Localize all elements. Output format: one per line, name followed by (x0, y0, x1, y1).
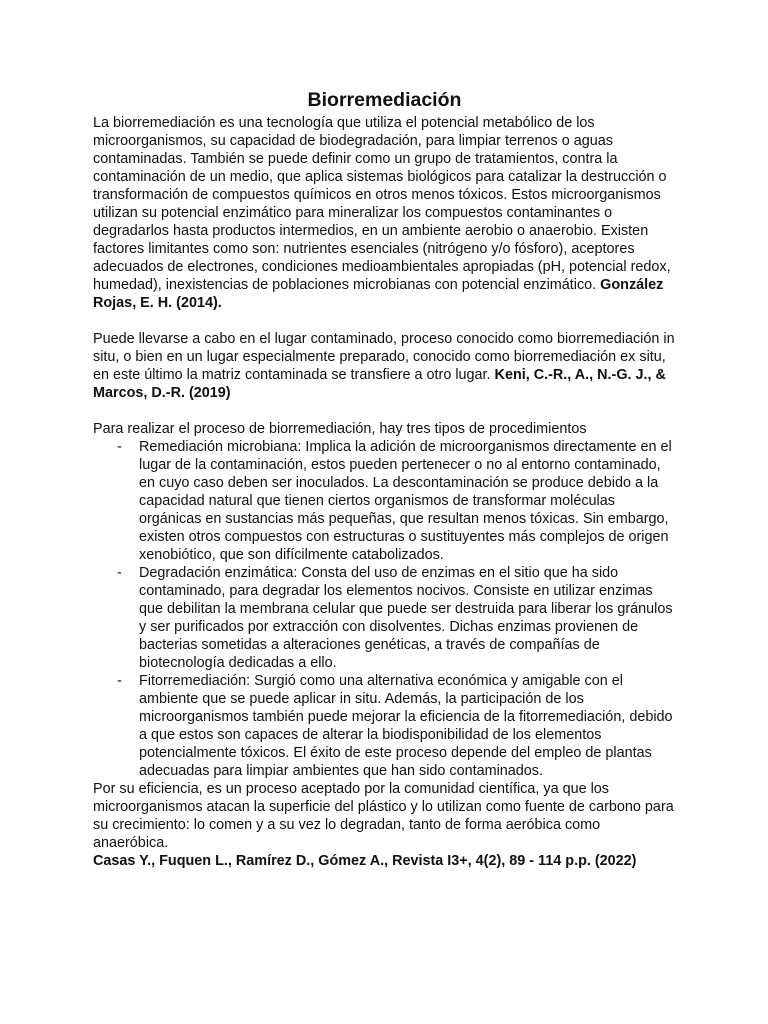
list-item-phytoremediation (93, 672, 676, 780)
list-item-text: Degradación enzimática: Consta del uso de enzimas en el sitio que ha sido contaminado, para degradar los elementos nocivos. Consiste en utilizar enzimas que debilitan la membrana celular que puede ser destruida para liberar los gránulos y ser purificados por extracción con disolventes. Dichas enzimas provienen de bacterias sometidas a alteraciones genéticas, a través de compañías de biotecnología dedicadas a ello. (139, 565, 673, 671)
citation-gonzalez: González Rojas, E. H. (2014). (93, 277, 664, 311)
bullet-marker: - (117, 439, 122, 455)
paragraph-efficiency: Por su eficiencia, es un proceso aceptado por la comunidad científica, ya que los microorganismos atacan la superficie del plástico y lo utilizan como fuente de carbono para su crecimiento: lo comen y a su vez lo degradan, tanto de forma aeróbica como anaeróbica. (93, 781, 674, 851)
document-title: Biorremediación (307, 89, 462, 111)
paragraph-in-situ (93, 330, 676, 402)
paragraph-spacer (93, 402, 676, 420)
list-item-text: Remediación microbiana: Implica la adición de microorganismos directamente en el lugar de la contaminación, estos pueden pertenecer o no al entorno contaminado, en cuyo caso deben ser inoculados. La descontaminación se produce debido a la capacidad natural que tienen ciertos organismos de transformar moléculas orgánicas en sustancias más pequeñas, que resultan menos tóxicas. Sin embargo, existen otros compuestos con estructuras o sustituyentes más complejos de origen xenobiótico, que son difícilmente catabolizados. (139, 439, 672, 563)
paragraph-definition (93, 114, 676, 312)
procedures-list (93, 438, 676, 780)
paragraph-spacer (93, 312, 676, 330)
list-item-enzymatic (93, 564, 676, 672)
citation-keni: Keni, C.-R., A., N.-G. J., & Marcos, D.-R. (2019) (93, 367, 666, 401)
paragraph-in-situ-text: Puede llevarse a cabo en el lugar contaminado, proceso conocido como biorremediación in situ, o bien en un lugar especialmente preparado, conocido como biorremediación ex situ, en este último la matriz contaminada se transfiere a otro lugar. (93, 331, 675, 383)
paragraph-definition-text: La biorremediación es una tecnología que utiliza el potencial metabólico de los microorganismos, su capacidad de biodegradación, para limpiar terrenos o aguas contaminadas. También se puede definir como un grupo de tratamientos, contra la contaminación de un medio, que aplica sistemas biológicos para catalizar la destrucción o transformación de compuestos químicos en otros menos tóxicos. Estos microorganismos utilizan su potencial enzimático para mineralizar los compuestos contaminantes o degradarlos hasta productos intermedios, en un ambiente aerobio o anaerobio. Existen factores limitantes como son: nutrientes esenciales (nitrógeno y/o fósforo), aceptores adecuados de electrones, condiciones medioambientales apropiadas (pH, potencial redox, humedad), inexistencias de poblaciones microbianas con potencial enzimático. (93, 115, 671, 293)
procedures-intro: Para realizar el proceso de biorremediación, hay tres tipos de procedimientos (93, 421, 587, 437)
bullet-marker: - (117, 673, 122, 689)
list-item-text: Fitorremediación: Surgió como una alternativa económica y amigable con el ambiente que se puede aplicar in situ. Además, la participación de los microorganismos también puede mejorar la eficiencia de la fitorremediación, debido a que estos son capaces de alterar la biodisponibilidad de los elementos potencialmente tóxicos. El éxito de este proceso depende del empleo de plantas adecuadas para limpiar ambientes que han sido contaminados. (139, 673, 673, 779)
citation-casas: Casas Y., Fuquen L., Ramírez D., Gómez A., Revista I3+, 4(2), 89 - 114 p.p. (2022) (93, 853, 637, 869)
bullet-marker: - (117, 565, 122, 581)
list-item-microbial (93, 438, 676, 564)
